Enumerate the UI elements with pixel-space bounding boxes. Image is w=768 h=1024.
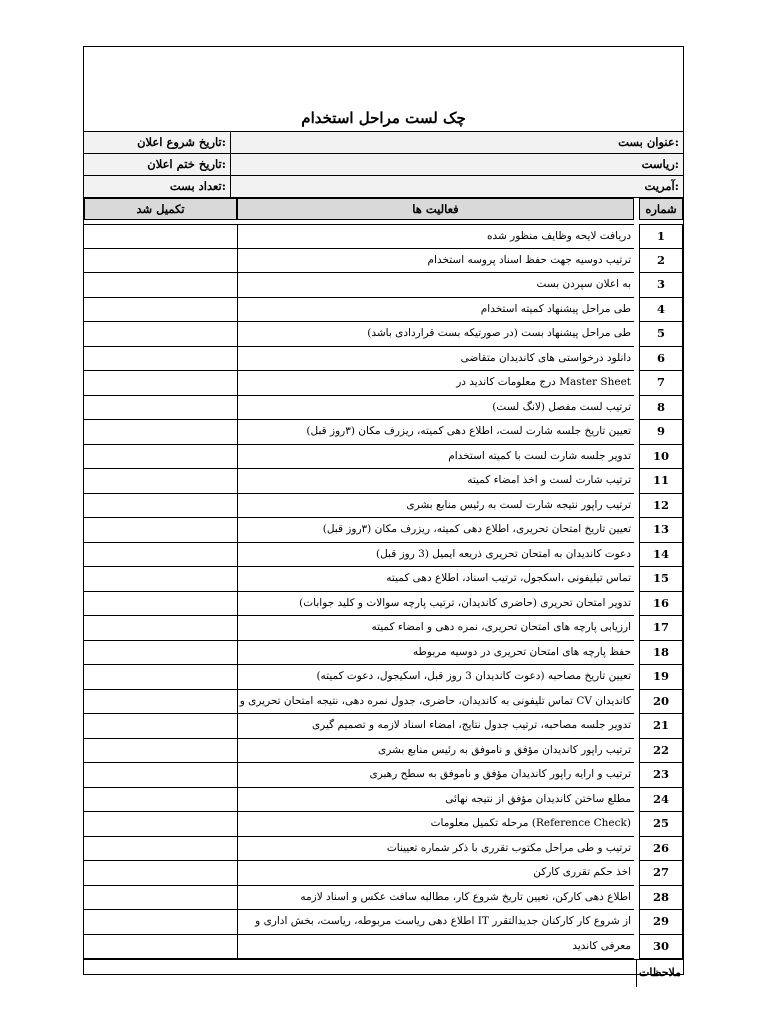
row-completed-cell[interactable]	[84, 861, 237, 886]
table-row	[84, 812, 683, 837]
row-activity: دریافت لایحه وظایف منظور شده	[237, 224, 634, 249]
ad-start-label: :تاریخ شروع اعلان	[84, 132, 230, 153]
row-completed-cell[interactable]	[84, 273, 237, 298]
row-activity: ترتیب شارت لست و اخذ امضاء کمیته	[237, 469, 634, 494]
row-activity: ترتیب لست مفصل (لانگ لست)	[237, 396, 634, 421]
row-activity: تعیین تاریخ امتحان تحریری، اطلاع دهی کمیته، ریزرف مکان (۳روز قبل)	[237, 518, 634, 543]
row-number: 25	[639, 812, 683, 837]
table-row	[84, 616, 683, 641]
table-header	[84, 198, 683, 220]
table-row	[84, 273, 683, 298]
row-activity: اطلاع دهی کارکن، تعیین تاریخ شروع کار، مطالبه سافت عکس و اسناد لازمه	[237, 886, 634, 911]
row-activity: ترتیب و ارایه راپور کاندیدان مؤفق و ناموفق به سطح رهبری	[237, 763, 634, 788]
row-completed-cell[interactable]	[84, 445, 237, 470]
table-row	[84, 690, 683, 715]
row-activity: تماس تیلیفونی ،اسکجول، ترتیب اسناد، اطلاع دهی کمیته	[237, 567, 634, 592]
row-activity: Master Sheet درج معلومات کاندید در	[237, 371, 634, 396]
row-completed-cell[interactable]	[84, 690, 237, 715]
row-number: 30	[639, 935, 683, 960]
row-activity: تدویر امتحان تحریری (حاضری کاندیدان، ترتیب پارچه سوالات و کلید جوابات)	[237, 592, 634, 617]
row-completed-cell[interactable]	[84, 592, 237, 617]
table-row	[84, 396, 683, 421]
row-activity: ترتیب دوسیه جهت حفظ اسناد پروسه استخدام	[237, 249, 634, 274]
table-row	[84, 714, 683, 739]
table-row	[84, 935, 683, 960]
row-activity: دعوت کاندیدان به امتحان تحریری ذریعه ایمیل (3 روز قبل)	[237, 543, 634, 568]
row-number: 15	[639, 567, 683, 592]
row-number: 7	[639, 371, 683, 396]
row-activity: ترتیب راپور کاندیدان مؤفق و ناموفق به رئیس منابع بشری	[237, 739, 634, 764]
row-activity: اخذ حکم تقرری کارکن	[237, 861, 634, 886]
row-activity: کاندیدان CV تماس تلیفونی به کاندیدان، حاضری، جدول نمره دهی، نتیجه امتحان تحریری و	[237, 690, 634, 715]
table-row	[84, 445, 683, 470]
row-number: 11	[639, 469, 683, 494]
row-completed-cell[interactable]	[84, 812, 237, 837]
table-row	[84, 592, 683, 617]
row-number: 10	[639, 445, 683, 470]
table-row	[84, 886, 683, 911]
row-activity: طی مراحل پیشنهاد بست (در صورتیکه بست قراردادی باشد)	[237, 322, 634, 347]
page-title: چک لست مراحل استخدام	[301, 109, 466, 127]
row-completed-cell[interactable]	[84, 494, 237, 519]
directorate-label: :آمریت	[230, 176, 683, 197]
row-number: 27	[639, 861, 683, 886]
row-completed-cell[interactable]	[84, 665, 237, 690]
table-row	[84, 249, 683, 274]
info-row-1	[84, 132, 683, 154]
table-row	[84, 861, 683, 886]
table-row	[84, 837, 683, 862]
row-number: 4	[639, 298, 683, 323]
row-activity: به اعلان سپردن بست	[237, 273, 634, 298]
row-number: 6	[639, 347, 683, 372]
row-activity: (Reference Check) مرحله تکمیل معلومات	[237, 812, 634, 837]
table-row	[84, 788, 683, 813]
row-number: 26	[639, 837, 683, 862]
row-completed-cell[interactable]	[84, 224, 237, 249]
table-row	[84, 224, 683, 249]
row-number: 16	[639, 592, 683, 617]
table-row	[84, 763, 683, 788]
row-completed-cell[interactable]	[84, 641, 237, 666]
row-completed-cell[interactable]	[84, 616, 237, 641]
row-completed-cell[interactable]	[84, 910, 237, 935]
row-activity: طی مراحل پیشنهاد کمیته استخدام	[237, 298, 634, 323]
row-activity: تعیین تاریخ جلسه شارت لست، اطلاع دهی کمیته، ریزرف مکان (۳روز قبل)	[237, 420, 634, 445]
table-row	[84, 494, 683, 519]
header-activity: فعالیت ها	[237, 198, 634, 220]
row-number: 17	[639, 616, 683, 641]
row-number: 22	[639, 739, 683, 764]
row-completed-cell[interactable]	[84, 420, 237, 445]
checklist-rows	[84, 224, 683, 959]
table-row	[84, 910, 683, 935]
row-activity: حفظ پارچه های امتحان تحریری در دوسیه مربوطه	[237, 641, 634, 666]
table-row	[84, 518, 683, 543]
row-completed-cell[interactable]	[84, 371, 237, 396]
row-number: 18	[639, 641, 683, 666]
header-completed: تکمیل شد	[84, 198, 237, 220]
row-number: 28	[639, 886, 683, 911]
table-row	[84, 469, 683, 494]
row-number: 13	[639, 518, 683, 543]
header-number: شماره	[639, 198, 683, 220]
table-row	[84, 543, 683, 568]
row-activity: تعیین تاریخ مصاحبه (دعوت کاندیدان 3 روز قبل، اسکیجول، دعوت کمیته)	[237, 665, 634, 690]
table-row	[84, 371, 683, 396]
table-row	[84, 347, 683, 372]
row-completed-cell[interactable]	[84, 935, 237, 960]
row-completed-cell[interactable]	[84, 714, 237, 739]
row-number: 1	[639, 224, 683, 249]
row-completed-cell[interactable]	[84, 298, 237, 323]
row-completed-cell[interactable]	[84, 837, 237, 862]
presidency-label: :ریاست	[230, 154, 683, 175]
row-completed-cell[interactable]	[84, 567, 237, 592]
row-completed-cell[interactable]	[84, 518, 237, 543]
post-title-label: :عنوان بست	[230, 132, 683, 153]
row-completed-cell[interactable]	[84, 249, 237, 274]
row-completed-cell[interactable]	[84, 543, 237, 568]
info-row-3	[84, 176, 683, 198]
row-number: 21	[639, 714, 683, 739]
row-completed-cell[interactable]	[84, 469, 237, 494]
row-completed-cell[interactable]	[84, 322, 237, 347]
notes-label: ملاحظات	[639, 966, 681, 979]
row-activity: از شروع کار کارکنان جدیدالتقرر IT اطلاع دهی ریاست مربوطه، ریاست، بخش اداری و	[237, 910, 634, 935]
row-number: 20	[639, 690, 683, 715]
table-row	[84, 298, 683, 323]
row-number: 23	[639, 763, 683, 788]
row-number: 24	[639, 788, 683, 813]
row-number: 2	[639, 249, 683, 274]
row-number: 19	[639, 665, 683, 690]
table-row	[84, 567, 683, 592]
table-row	[84, 739, 683, 764]
row-number: 5	[639, 322, 683, 347]
row-number: 12	[639, 494, 683, 519]
row-activity: دانلود درخواستی های کاندیدان متقاضی	[237, 347, 634, 372]
row-completed-cell[interactable]	[84, 763, 237, 788]
row-number: 8	[639, 396, 683, 421]
row-activity: ترتیب و طی مراحل مکتوب تقرری با ذکر شماره تعیینات	[237, 837, 634, 862]
row-number: 14	[639, 543, 683, 568]
row-activity: ارزیابی پارچه های امتحان تحریری، نمره دهی و امضاء کمیته	[237, 616, 634, 641]
info-row-2	[84, 154, 683, 176]
row-completed-cell[interactable]	[84, 396, 237, 421]
ad-end-label: :تاریخ ختم اعلان	[84, 154, 230, 175]
row-completed-cell[interactable]	[84, 886, 237, 911]
row-activity: ترتیب راپور نتیجه شارت لست به رئیس منابع بشری	[237, 494, 634, 519]
row-number: 29	[639, 910, 683, 935]
row-activity: تدویر جلسه مصاحبه، ترتیب جدول نتایج، امضاء اسناد لازمه و تصمیم گیری	[237, 714, 634, 739]
table-row	[84, 641, 683, 666]
row-completed-cell[interactable]	[84, 788, 237, 813]
row-number: 9	[639, 420, 683, 445]
post-count-label: :تعداد بست	[84, 176, 230, 197]
row-completed-cell[interactable]	[84, 739, 237, 764]
notes-section	[84, 959, 683, 977]
table-row	[84, 665, 683, 690]
row-activity: تدویر جلسه شارت لست با کمیته استخدام	[237, 445, 634, 470]
row-number: 3	[639, 273, 683, 298]
table-row	[84, 420, 683, 445]
row-completed-cell[interactable]	[84, 347, 237, 372]
row-activity: مطلع ساختن کاندیدان مؤفق از نتیجه نهائی	[237, 788, 634, 813]
table-row	[84, 322, 683, 347]
row-activity: معرفی کاندید	[237, 935, 634, 960]
checklist-sheet	[83, 46, 684, 979]
